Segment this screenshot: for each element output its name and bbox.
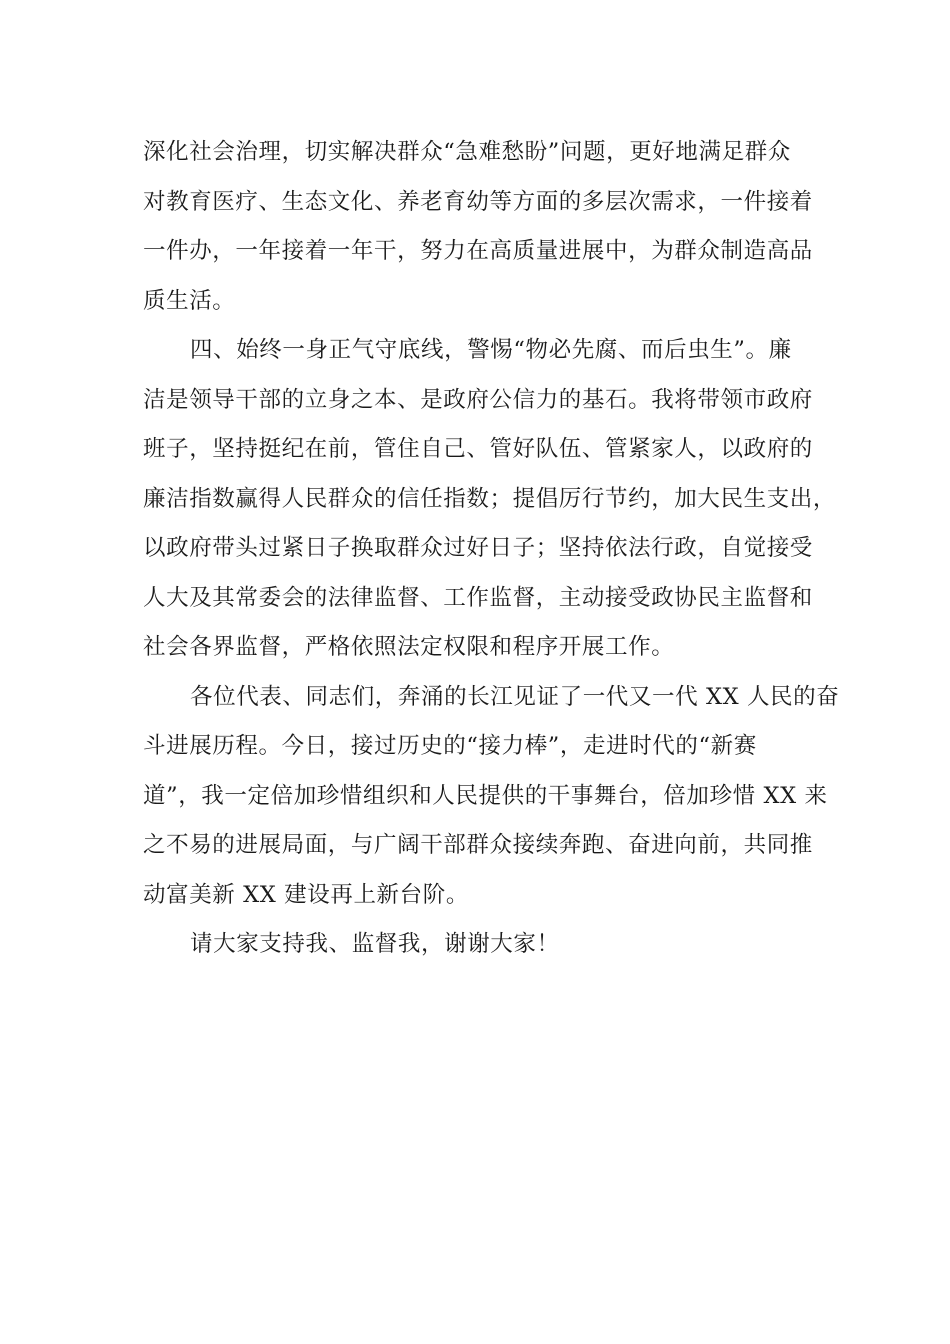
text-line: 之不易的进展局面，与广阔干部群众接续奔跑、奋进向前，共同推 xyxy=(143,832,813,858)
text-line: 动富美新 XX 建设再上新台阶。 xyxy=(143,881,469,908)
text-line: 斗进展历程。今日，接过历史的“接力棒”，走进时代的“新赛 xyxy=(143,733,757,759)
text-line: 洁是领导干部的立身之本、是政府公信力的基石。我将带领市政府 xyxy=(143,386,813,413)
text-line: 人大及其常委会的法律监督、工作监督，主动接受政协民主监督和 xyxy=(143,584,813,611)
text-line: 质生活。 xyxy=(143,287,236,314)
paragraph-start-line: 各位代表、同志们，奔涌的长江见证了一代又一代 XX 人民的奋 xyxy=(190,683,840,710)
text-line: 一件办，一年接着一年干，努力在高质量进展中，为群众制造高品 xyxy=(143,238,813,264)
paragraph-start-line: 请大家支持我、监督我，谢谢大家！ xyxy=(190,931,560,957)
text-line: 廉洁指数赢得人民群众的信任指数；提倡厉行节约，加大民生支出， xyxy=(143,485,837,512)
text-line: 道”，我一定倍加珍惜组织和人民提供的干事舞台，倍加珍惜 XX 来 xyxy=(143,782,828,809)
document-body xyxy=(143,128,840,970)
text-line: 深化社会治理，切实解决群众“急难愁盼”问题，更好地满足群众 xyxy=(143,139,791,165)
text-line: 社会各界监督，严格依照法定权限和程序开展工作。 xyxy=(143,634,675,660)
text-line: 班子，坚持挺纪在前，管住自己、管好队伍、管紧家人，以政府的 xyxy=(143,436,813,462)
text-line: 对教育医疗、生态文化、养老育幼等方面的多层次需求，一件接着 xyxy=(143,188,813,215)
paragraph-start-line: 四、始终一身正气守底线，警惕“物必先腐、而后虫生”。廉 xyxy=(190,337,792,363)
text-line: 以政府带头过紧日子换取群众过好日子；坚持依法行政，自觉接受 xyxy=(143,535,813,561)
